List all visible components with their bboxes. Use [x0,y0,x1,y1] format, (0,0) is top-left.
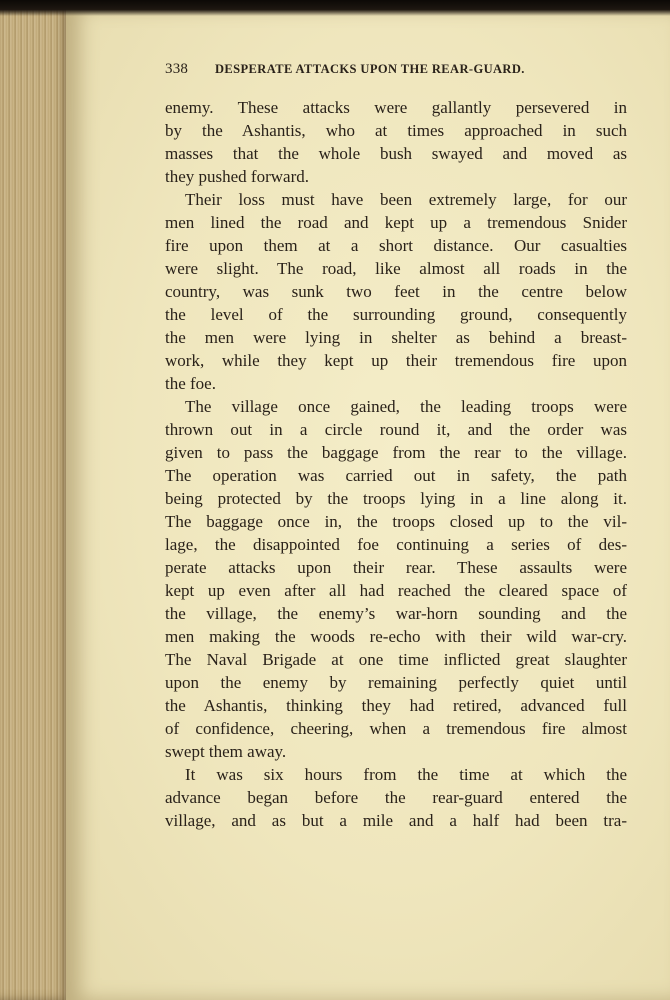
running-title: DESPERATE ATTACKS UPON THE REAR-GUARD. [215,62,525,76]
text-line: upon the enemy by remaining perfectly quiet until [165,673,627,692]
body-text [165,96,627,832]
text-block [165,60,627,832]
text-line: men making the woods re-echo with their wild war-cry. [165,627,627,646]
text-line: The Naval Brigade at one time inflicted great slaughter [165,650,627,669]
text-line: the level of the surrounding ground, consequently [165,305,627,324]
running-head [165,60,627,78]
text-line: work, while they kept up their tremendous fire upon [165,351,627,370]
text-line: they pushed forward. [165,167,309,186]
top-shadow [0,0,670,16]
text-line: enemy. These attacks were gallantly persevered in [165,98,627,117]
text-line: Their loss must have been extremely large, for our [185,190,627,209]
text-line: The baggage once in, the troops closed up to the vil- [165,512,627,531]
text-line: fire upon them at a short distance. Our casualties [165,236,627,255]
text-line: men lined the road and kept up a tremendous Snider [165,213,627,232]
text-line: of confidence, cheering, when a tremendous fire almost [165,719,627,738]
text-line: swept them away. [165,742,287,761]
text-line: by the Ashantis, who at times approached in such [165,121,627,140]
text-line: country, was sunk two feet in the centre below [165,282,627,301]
text-line: village, and as but a mile and a half had been tra- [165,811,627,830]
text-line: lage, the disappointed foe continuing a series of des- [165,535,627,554]
book-page [66,8,670,1000]
text-line: perate attacks upon their rear. These assaults were [165,558,627,577]
text-line: the men were lying in shelter as behind a breast- [165,328,627,347]
text-line: advance began before the rear-guard entered the [165,788,627,807]
text-line: masses that the whole bush swayed and moved as [165,144,627,163]
page-number: 338 [165,61,189,77]
text-line: the Ashantis, thinking they had retired, advanced full [165,696,627,715]
text-line: The operation was carried out in safety, the path [165,466,627,485]
text-line: being protected by the troops lying in a line along it. [165,489,627,508]
text-line: were slight. The road, like almost all roads in the [165,259,627,278]
text-line: The village once gained, the leading troops were [185,397,627,416]
page-edges [0,6,72,1000]
text-line: the foe. [165,374,216,393]
text-line: thrown out in a circle round it, and the order was [165,420,627,439]
text-line: It was six hours from the time at which the [185,765,627,784]
text-line: kept up even after all had reached the cleared space of [165,581,627,600]
text-line: given to pass the baggage from the rear to the village. [165,443,627,462]
text-line: the village, the enemy’s war-horn sounding and the [165,604,627,623]
